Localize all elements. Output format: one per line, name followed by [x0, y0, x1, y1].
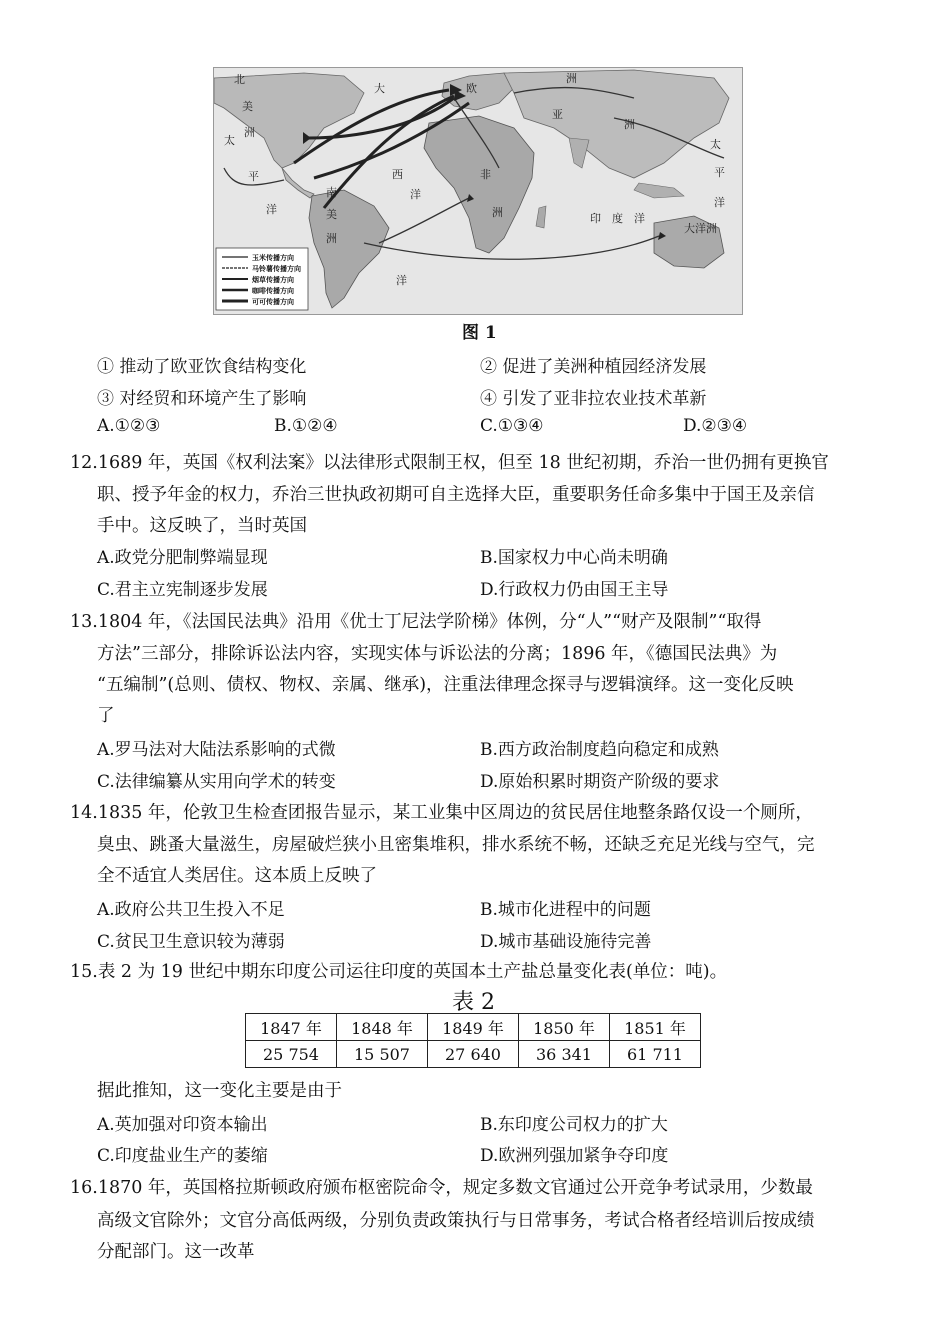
q13-option-c[interactable]: C.法律编纂从实用向学术的转变	[97, 772, 336, 792]
table-row	[246, 1041, 701, 1068]
map-label: 洋	[634, 212, 645, 225]
map-label: 洋	[396, 274, 407, 287]
table-cell: 1851 年	[610, 1014, 701, 1041]
map-label: 洋	[410, 188, 421, 201]
map-label: 太	[710, 138, 721, 151]
table-row	[246, 1014, 701, 1041]
legend-label: 玉米传播方向	[252, 254, 294, 262]
q11-option-b[interactable]: B.①②④	[274, 416, 338, 436]
q11-option-d[interactable]: D.②③④	[683, 416, 748, 436]
q16-stem-line: 16.1870 年，英国格拉斯顿政府颁布枢密院命令，规定多数文官通过公开竞争考试录用，少数最	[70, 1178, 813, 1198]
map-label: 平	[248, 170, 259, 183]
q13-stem-line: 13.1804 年，《法国民法典》沿用《优士丁尼法学阶梯》体例，分“人”“财产及限制”“取得	[70, 612, 762, 632]
q14-option-d[interactable]: D.城市基础设施待完善	[480, 932, 652, 952]
q13-option-a[interactable]: A.罗马法对大陆法系影响的式微	[97, 740, 336, 760]
map-label: 太	[224, 134, 235, 147]
q14-option-a[interactable]: A.政府公共卫生投入不足	[97, 900, 285, 920]
table-cell: 25 754	[246, 1041, 337, 1068]
map-legend	[216, 248, 308, 310]
q13-stem-line: “五编制”(总则、债权、物权、亲属、继承)，注重法律理念探寻与逻辑演绎。这一变化反映	[97, 675, 794, 695]
legend-label: 烟草传播方向	[252, 276, 294, 284]
q13-option-d[interactable]: D.原始积累时期资产阶级的要求	[480, 772, 720, 792]
q16-stem-line: 分配部门。这一改革	[97, 1242, 255, 1262]
legend-label: 可可传播方向	[252, 298, 294, 306]
map-label: 洋	[266, 203, 277, 216]
table-cell: 61 711	[610, 1041, 701, 1068]
crop-spread-map	[213, 67, 743, 315]
table-cell: 36 341	[519, 1041, 610, 1068]
table-title: 表 2	[452, 990, 495, 1015]
legend-label: 马铃薯传播方向	[252, 265, 301, 273]
q13-option-b[interactable]: B.西方政治制度趋向稳定和成熟	[480, 740, 719, 760]
q14-stem-line: 14.1835 年，伦敦卫生检查团报告显示，某工业集中区周边的贫民居住地整条路仅设一个厕所，	[70, 803, 813, 823]
q14-stem-line: 全不适宜人类居住。这本质上反映了	[97, 866, 377, 886]
legend-label: 咖啡传播方向	[252, 287, 294, 295]
q12-option-b[interactable]: B.国家权力中心尚未明确	[480, 548, 668, 568]
q11-item-3: ③ 对经贸和环境产生了影响	[97, 389, 307, 409]
salt-volume-table	[245, 1013, 701, 1068]
map-label: 北	[234, 73, 245, 86]
q16-stem-line: 高级文官除外；文官分高低两级，分别负责政策执行与日常事务，考试合格者经培训后按成绩	[97, 1211, 815, 1231]
q12-option-a[interactable]: A.政党分肥制弊端显现	[97, 548, 268, 568]
table-cell: 1848 年	[337, 1014, 428, 1041]
q14-stem-line: 臭虫、跳蚤大量滋生，房屋破烂狭小且密集堆积，排水系统不畅，还缺乏充足光线与空气，完	[97, 835, 815, 855]
map-label: 洲	[326, 232, 337, 245]
table-cell: 1850 年	[519, 1014, 610, 1041]
q11-item-2: ② 促进了美洲种植园经济发展	[480, 357, 707, 377]
q12-stem-line: 手中。这反映了，当时英国	[97, 516, 307, 536]
map-label: 南	[326, 186, 337, 199]
map-label: 美	[326, 208, 337, 221]
map-label: 平	[714, 166, 725, 179]
q11-option-c[interactable]: C.①③④	[480, 416, 544, 436]
q11-item-4: ④ 引发了亚非拉农业技术革新	[480, 389, 707, 409]
q12-option-d[interactable]: D.行政权力仍由国王主导	[480, 580, 669, 600]
q14-option-b[interactable]: B.城市化进程中的问题	[480, 900, 651, 920]
q15-prompt: 据此推知，这一变化主要是由于	[97, 1081, 342, 1101]
q15-option-b[interactable]: B.东印度公司权力的扩大	[480, 1115, 668, 1135]
q11-item-1: ① 推动了欧亚饮食结构变化	[97, 357, 307, 377]
map-label: 美	[242, 100, 253, 113]
map-label: 非	[480, 168, 491, 181]
map-label: 印	[590, 212, 601, 225]
q12-option-c[interactable]: C.君主立宪制逐步发展	[97, 580, 268, 600]
table-cell: 1849 年	[428, 1014, 519, 1041]
map-label: 洲	[492, 206, 503, 219]
table-cell: 27 640	[428, 1041, 519, 1068]
world-map-graphic	[214, 68, 742, 314]
map-label: 西	[392, 168, 403, 181]
q15-option-a[interactable]: A.英加强对印资本输出	[97, 1115, 268, 1135]
q13-stem-line: 方法”三部分，排除诉讼法内容，实现实体与诉讼法的分离；1896 年，《德国民法典》为	[97, 644, 778, 664]
map-label: 度	[612, 212, 623, 225]
map-label: 欧	[466, 82, 477, 95]
q12-stem-line: 12.1689 年，英国《权利法案》以法律形式限制王权，但至 18 世纪初期，乔治一世仍拥有更换官	[70, 453, 829, 473]
map-label: 大	[374, 82, 385, 95]
q12-stem-line: 职、授予年金的权力，乔治三世执政初期可自主选择大臣，重要职务任命多集中于国王及亲信	[97, 485, 815, 505]
map-label: 洲	[566, 72, 577, 85]
q13-stem-line: 了	[97, 706, 115, 726]
table-cell: 1847 年	[246, 1014, 337, 1041]
map-label: 洲	[624, 118, 635, 131]
map-label: 洋	[714, 196, 725, 209]
q15-option-d[interactable]: D.欧洲列强加紧争夺印度	[480, 1146, 669, 1166]
map-label: 洲	[244, 126, 255, 139]
map-label: 大洋洲	[684, 222, 717, 235]
map-label: 亚	[552, 108, 563, 121]
q11-option-a[interactable]: A.①②③	[97, 416, 161, 436]
q15-option-c[interactable]: C.印度盐业生产的萎缩	[97, 1146, 268, 1166]
q15-stem-line: 15.表 2 为 19 世纪中期东印度公司运往印度的英国本土产盐总量变化表(单位：吨)。	[70, 962, 728, 982]
figure-caption: 图 1	[462, 323, 497, 343]
q14-option-c[interactable]: C.贫民卫生意识较为薄弱	[97, 932, 285, 952]
table-cell: 15 507	[337, 1041, 428, 1068]
